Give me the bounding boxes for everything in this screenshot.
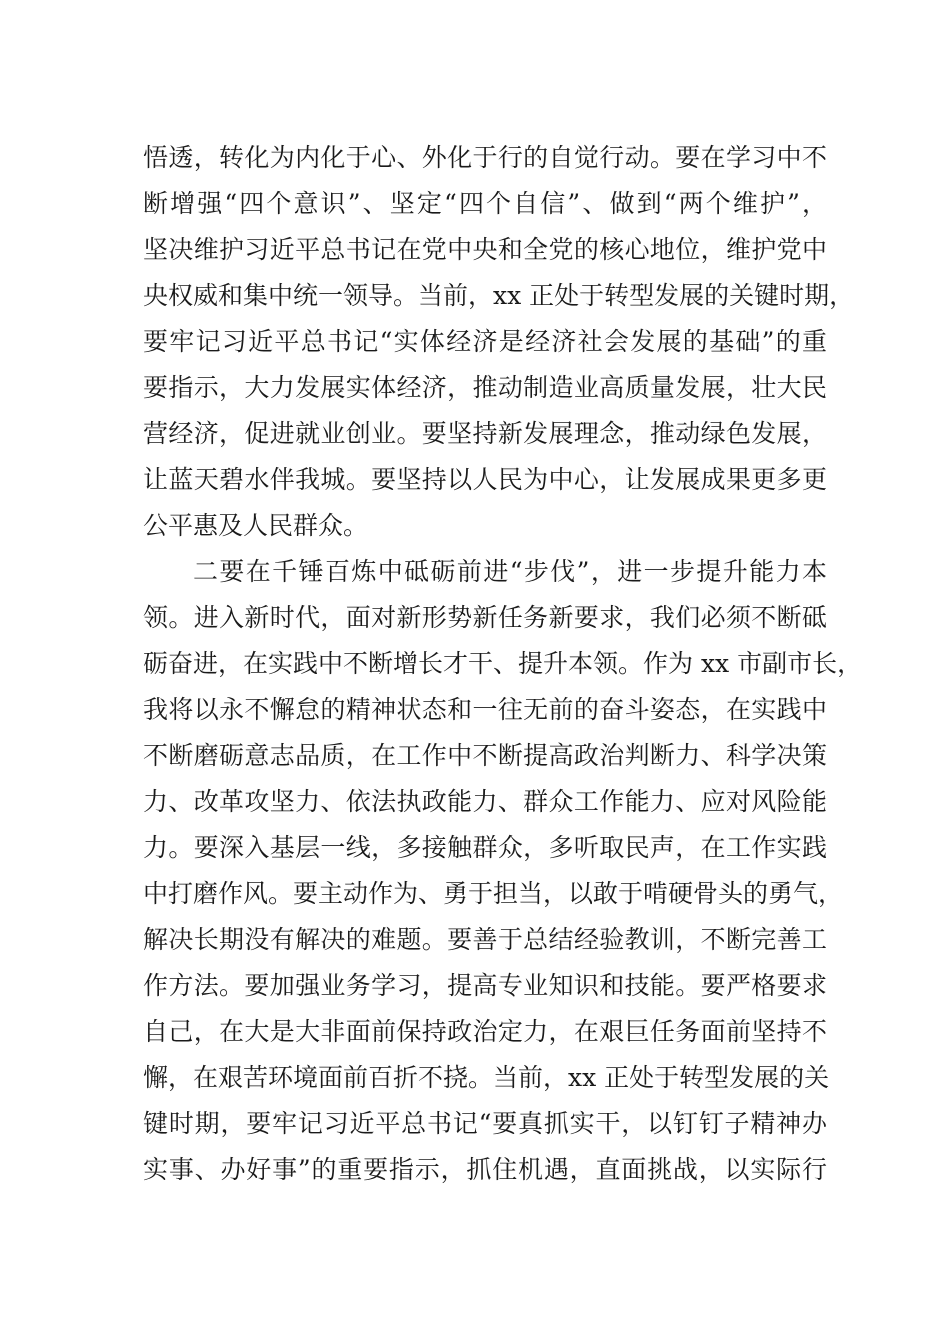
text-line: 中打磨作风。要主动作为、勇于担当，以敢于啃硬骨头的勇气， <box>143 879 844 908</box>
text-line: 解决长期没有解决的难题。要善于总结经验教训，不断完善工 <box>143 925 827 954</box>
text-line: 要牢记习近平总书记“实体经济是经济社会发展的基础”的重 <box>143 327 827 356</box>
text-line: 要指示，大力发展实体经济，推动制造业高质量发展，壮大民 <box>143 373 827 402</box>
text-line: 营经济，促进就业创业。要坚持新发展理念，推动绿色发展， <box>143 419 827 448</box>
text-line: 自己，在大是大非面前保持政治定力，在艰巨任务面前坚持不 <box>143 1017 827 1046</box>
text-line: 央权威和集中统一领导。当前，xx 正处于转型发展的关键时期， <box>143 281 855 310</box>
text-line: 领。进入新时代，面对新形势新任务新要求，我们必须不断砥 <box>143 603 827 632</box>
text-line: 断增强“四个意识”、坚定“四个自信”、做到“两个维护”， <box>143 189 827 218</box>
text-line: 坚决维护习近平总书记在党中央和全党的核心地位，维护党中 <box>143 235 827 264</box>
text-line: 悟透，转化为内化于心、外化于行的自觉行动。要在学习中不 <box>143 143 827 172</box>
text-line: 懈，在艰苦环境面前百折不挠。当前，xx 正处于转型发展的关 <box>143 1063 830 1092</box>
text-line: 实事、办好事”的重要指示，抓住机遇，直面挑战，以实际行 <box>143 1155 827 1184</box>
text-line: 力、改革攻坚力、依法执政能力、群众工作能力、应对风险能 <box>143 787 827 816</box>
text-line: 键时期，要牢记习近平总书记“要真抓实干，以钉钉子精神办 <box>143 1109 827 1138</box>
text-line: 作方法。要加强业务学习，提高专业知识和技能。要严格要求 <box>143 971 827 1000</box>
text-line: 公平惠及人民群众。 <box>143 511 369 540</box>
text-line: 让蓝天碧水伴我城。要坚持以人民为中心，让发展成果更多更 <box>143 465 827 494</box>
text-line: 不断磨砺意志品质，在工作中不断提高政治判断力、科学决策 <box>143 741 827 770</box>
text-line: 二要在千锤百炼中砥砺前进“步伐”，进一步提升能力本 <box>193 557 827 586</box>
text-line: 我将以永不懈怠的精神状态和一往无前的奋斗姿态，在实践中 <box>143 695 827 724</box>
text-line: 砺奋进，在实践中不断增长才干、提升本领。作为 xx 市副市长， <box>143 649 863 678</box>
text-line: 力。要深入基层一线，多接触群众，多听取民声，在工作实践 <box>143 833 827 862</box>
